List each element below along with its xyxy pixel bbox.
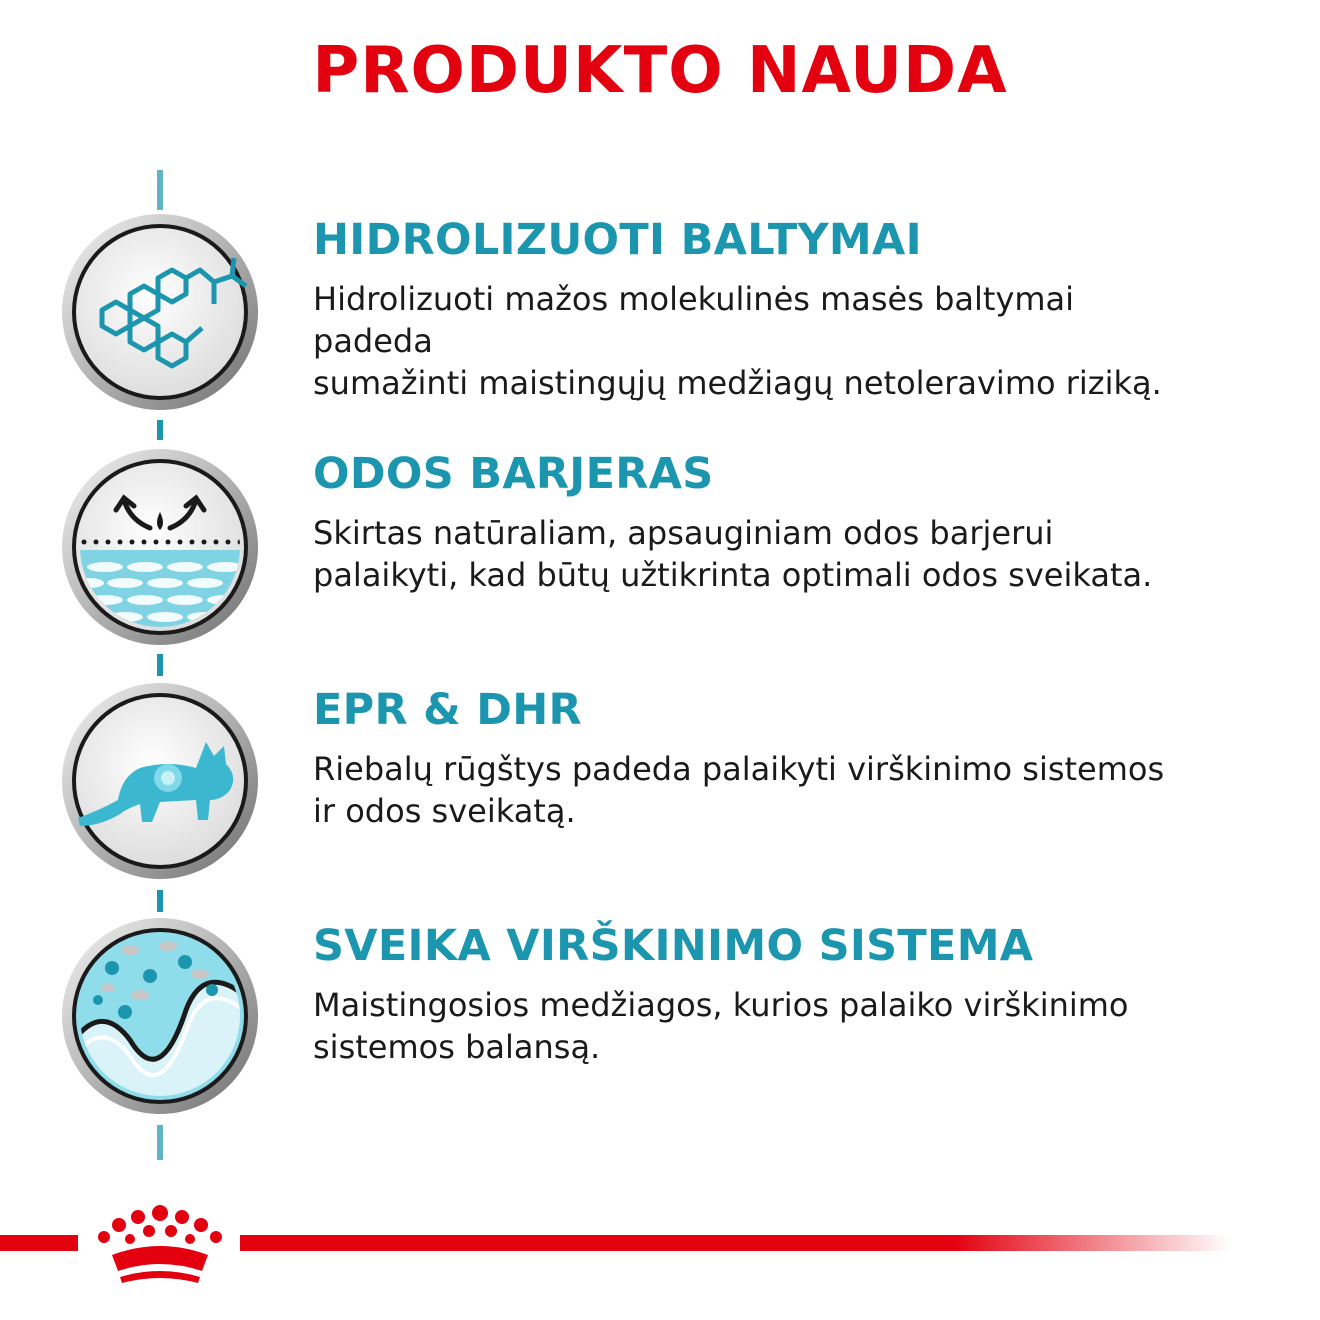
benefit-heading: SVEIKA VIRŠKINIMO SISTEMA	[313, 921, 1034, 971]
benefit-description: Skirtas natūraliam, apsauginiam odos barjerui palaikyti, kad būtų užtikrinta optimali odos sveikata.	[313, 514, 1153, 594]
cat-icon	[62, 683, 258, 879]
benefit-heading: HIDROLIZUOTI BALTYMAI	[313, 215, 922, 265]
benefit-skin-barrier	[313, 448, 1293, 596]
benefit-description: Riebalų rūgštys padeda palaikyti virškinimo sistemos ir odos sveikatą.	[313, 750, 1165, 830]
benefit-heading: EPR & DHR	[313, 685, 582, 735]
royal-canin-crown-logo	[98, 1205, 222, 1283]
benefit-hydrolyzed-protein	[313, 214, 1293, 404]
molecule-icon	[62, 214, 258, 410]
benefit-description: Hidrolizuoti mažos molekulinės masės baltymai padeda sumažinti maistingųjų medžiagų netoleravimo riziką.	[313, 280, 1162, 402]
timeline	[0, 0, 320, 1320]
benefit-digestive-health	[313, 920, 1293, 1068]
digestive-system-icon	[62, 918, 258, 1114]
footer-brand-bar	[0, 1195, 1320, 1295]
benefit-epa-dha	[313, 684, 1293, 832]
benefit-description: Maistingosios medžiagos, kurios palaiko virškinimo sistemos balansą.	[313, 986, 1129, 1066]
skin-barrier-icon	[62, 449, 258, 645]
page-title: PRODUKTO NAUDA	[312, 34, 1008, 108]
benefit-heading: ODOS BARJERAS	[313, 449, 714, 499]
